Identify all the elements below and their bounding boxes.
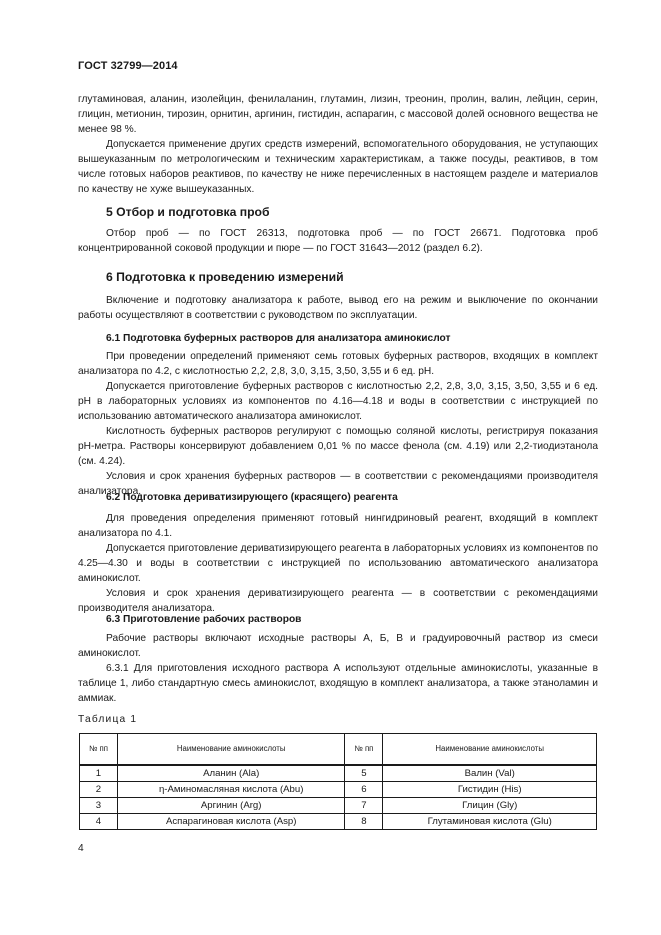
- cell-num: 3: [80, 798, 118, 814]
- cell-name: Глутаминовая кислота (Glu): [383, 814, 597, 830]
- paragraph-buffer-2: Допускается приготовление буферных растворов с кислотностью 2,2, 2,8, 3,0, 3,15, 3,50, 3,55 и 6 ед. pH в лабораторных условиях из компонентов по 4.16—4.18 и воды в соответствии с инструкцией по использованию автоматического анализатора аминокислот.: [78, 381, 598, 422]
- page-number: 4: [78, 843, 84, 854]
- section-5-body: [78, 226, 598, 256]
- paragraph-reagent-2: Допускается приготовление дериватизирующего реагента в лабораторных условиях из компонентов по 4.25—4.30 и воды в соответствии с инструкцией по использованию автоматического анализатора аминокислот.: [78, 543, 598, 584]
- table-row: [80, 814, 597, 830]
- section-6-1-body: [78, 349, 598, 499]
- cell-name: Аланин (Ala): [117, 765, 345, 782]
- table-header-row: [80, 734, 597, 766]
- cell-num: 1: [80, 765, 118, 782]
- paragraph-sampling: Отбор проб — по ГОСТ 26313, подготовка проб — по ГОСТ 26671. Подготовка проб концентрированной соковой продукции и пюре — по ГОСТ 31643—2012 (раздел 6.2).: [78, 228, 598, 254]
- paragraph-buffer-3: Кислотность буферных растворов регулируют с помощью соляной кислоты, регистрируя показания pH-метра. Растворы консервируют добавлением 0,01 % по массе фенола (см. 4.19) или 2,2-тиодиэтанола (см. 4.24).: [78, 426, 598, 467]
- cell-name: Аспарагиновая кислота (Asp): [117, 814, 345, 830]
- paragraph-reagents-cont: глутаминовая, аланин, изолейцин, фенилаланин, глутамин, лизин, треонин, пролин, валин, лейцин, серин, глицин, метионин, тирозин, орнитин, аргинин, гистидин, аспарагин, с массовой долей основного вещества не менее 98 %.: [78, 94, 598, 135]
- table-row: [80, 765, 597, 782]
- header-num-left: № пп: [80, 734, 118, 766]
- paragraph-reagent-1: Для проведения определения применяют готовый нингидриновый реагент, входящий в комплект анализатора по 4.1.: [78, 513, 598, 539]
- header-num-right: № пп: [345, 734, 383, 766]
- table-caption: Таблица 1: [78, 714, 138, 725]
- section-6-3-body: [78, 631, 598, 706]
- paragraph-buffer-1: При проведении определений применяют семь готовых буферных растворов, входящих в комплект анализатора по 4.2, с кислотностью 2,2, 2,8, 3,0, 3,15, 3,50, 3,55 и 6 ед. pH.: [78, 351, 598, 377]
- cell-num: 6: [345, 782, 383, 798]
- cell-name: η-Аминомасляная кислота (Abu): [117, 782, 345, 798]
- header-name-left: Наименование аминокислоты: [117, 734, 345, 766]
- section-6-2-title: 6.2 Подготовка дериватизирующего (красящего) реагента: [106, 492, 398, 503]
- cell-num: 2: [80, 782, 118, 798]
- paragraph-analyzer-prep: Включение и подготовку анализатора к работе, вывод его на режим и выключение по окончании работы осуществляют в соответствии с руководством по эксплуатации.: [78, 295, 598, 321]
- amino-acid-table: [79, 733, 597, 830]
- paragraph-working-2: 6.3.1 Для приготовления исходного раствора А используют отдельные аминокислоты, указанные в таблице 1, либо стандартную смесь аминокислот, входящую в комплект анализатора, а также этаноламин и аммиак.: [78, 663, 598, 704]
- cell-num: 5: [345, 765, 383, 782]
- block-materials: [78, 92, 598, 197]
- paragraph-alternatives: Допускается применение других средств измерений, вспомогательного оборудования, не уступающих вышеуказанным по метрологическим и техническим характеристикам, а также посуды, реактивов, в том числе готовых наборов реактивов, по качеству не ниже перечисленных в настоящем разделе и материалов по качеству не хуже вышеуказанных.: [78, 139, 598, 195]
- section-6-title: 6 Подготовка к проведению измерений: [106, 270, 344, 284]
- table-row: [80, 798, 597, 814]
- cell-num: 8: [345, 814, 383, 830]
- section-6-2-body: [78, 511, 598, 616]
- section-6-1-title: 6.1 Подготовка буферных растворов для анализатора аминокислот: [106, 333, 451, 344]
- section-6-3-title: 6.3 Приготовление рабочих растворов: [106, 614, 302, 625]
- cell-name: Валин (Val): [383, 765, 597, 782]
- cell-name: Гистидин (His): [383, 782, 597, 798]
- standard-header: ГОСТ 32799—2014: [78, 60, 178, 72]
- header-name-right: Наименование аминокислоты: [383, 734, 597, 766]
- cell-num: 4: [80, 814, 118, 830]
- paragraph-buffer-4: Условия и срок хранения буферных растворов — в соответствии с рекомендациями производителя анализатора.: [78, 471, 598, 497]
- table-row: [80, 782, 597, 798]
- cell-num: 7: [345, 798, 383, 814]
- section-5-title: 5 Отбор и подготовка проб: [106, 205, 270, 219]
- paragraph-reagent-3: Условия и срок хранения дериватизирующего реагента — в соответствии с рекомендациями производителя анализатора.: [78, 588, 598, 614]
- cell-name: Аргинин (Arg): [117, 798, 345, 814]
- section-6-body: [78, 293, 598, 323]
- cell-name: Глицин (Gly): [383, 798, 597, 814]
- paragraph-working-1: Рабочие растворы включают исходные растворы А, Б, В и градуировочный раствор из смеси аминокислот.: [78, 633, 598, 659]
